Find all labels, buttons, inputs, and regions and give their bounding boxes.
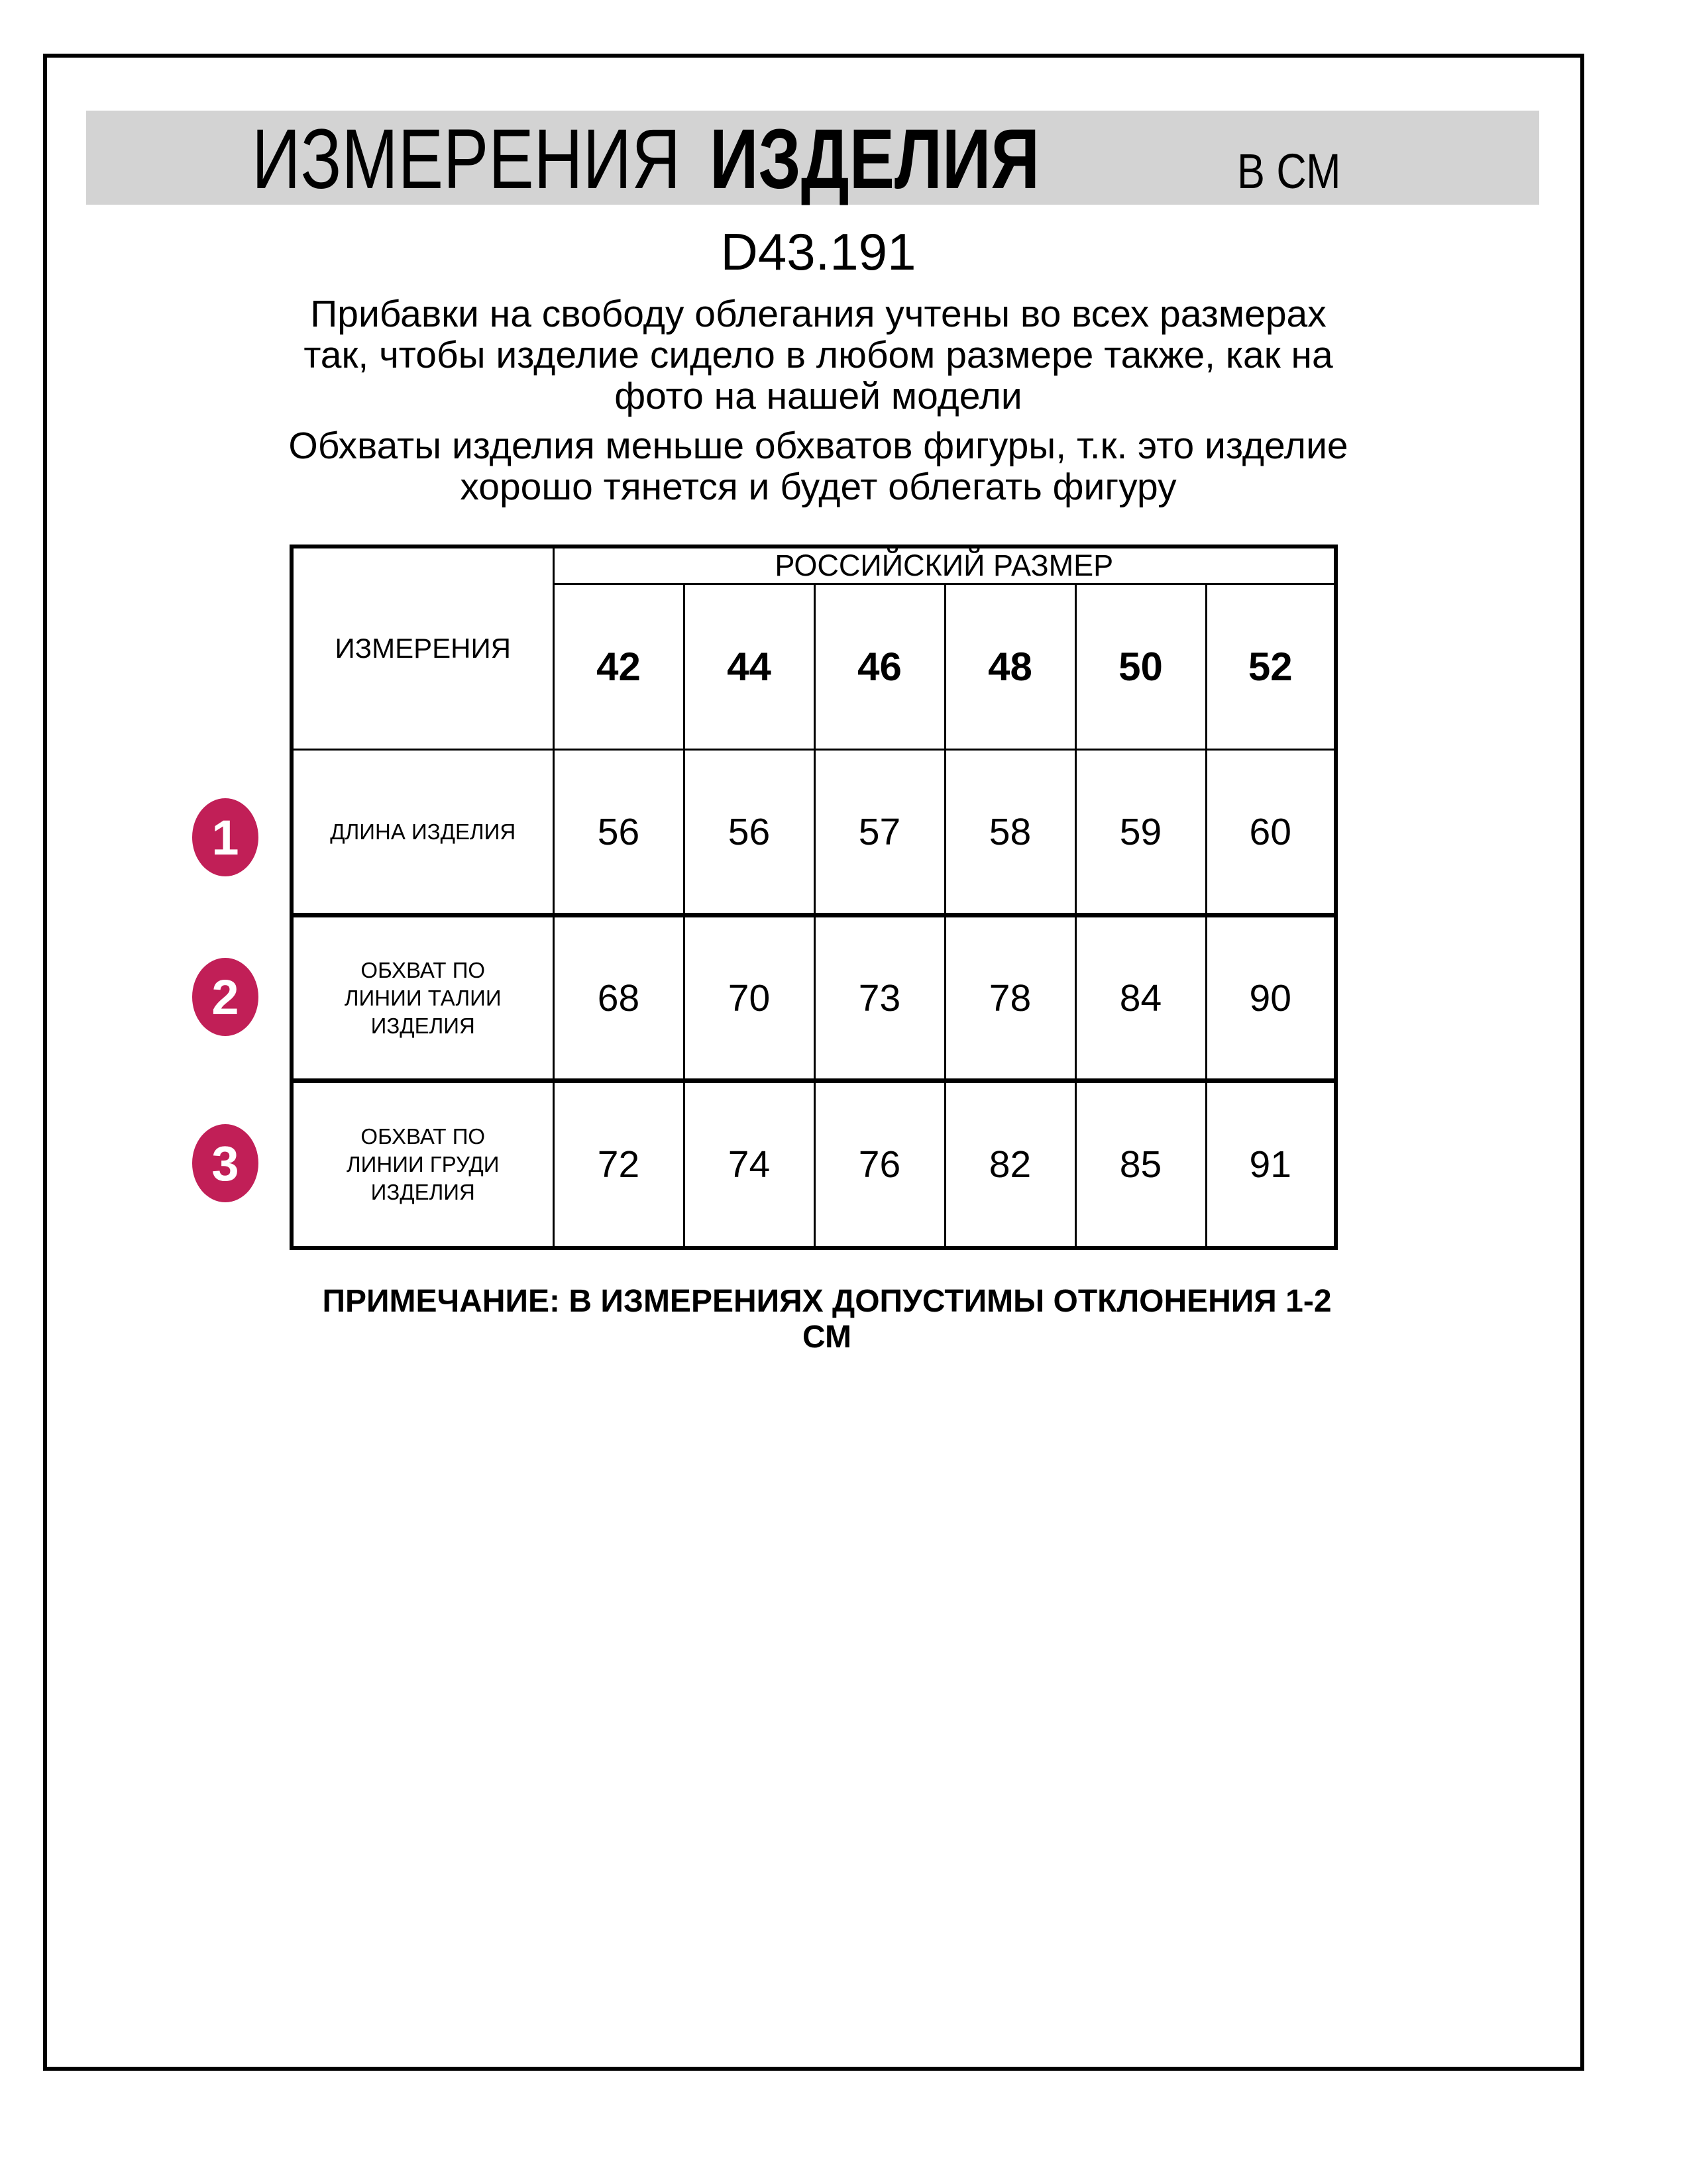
intro-line: Обхваты изделия меньше обхватов фигуры, т.к. это изделие xyxy=(288,425,1348,467)
row-label-line: ДЛИНА ИЗДЕЛИЯ xyxy=(330,819,516,844)
size-cell: 44 xyxy=(684,584,814,750)
intro-text xyxy=(262,293,1375,507)
row-label-line: ОБХВАТ ПО xyxy=(360,1123,486,1149)
value-cell: 78 xyxy=(945,915,1075,1081)
tolerance-note: ПРИМЕЧАНИЕ: В ИЗМЕРЕНИЯХ ДОПУСТИМЫ ОТКЛОНЕНИЯ 1-2 СМ xyxy=(322,1284,1332,1355)
row-label-line: ОБХВАТ ПО xyxy=(360,957,486,982)
value-cell: 59 xyxy=(1075,750,1206,915)
size-cell: 50 xyxy=(1075,584,1206,750)
table-row-chest xyxy=(292,1081,1336,1248)
row-label-line: ЛИНИИ ГРУДИ xyxy=(346,1151,500,1176)
corner-label-cell: ИЗМЕРЕНИЯ xyxy=(292,546,553,750)
intro-paragraph-2 xyxy=(262,425,1375,507)
value-cell: 74 xyxy=(684,1081,814,1248)
intro-line: так, чтобы изделие сидело в любом размере также, как на xyxy=(303,334,1333,376)
value-cell: 82 xyxy=(945,1081,1075,1248)
row-label-line: ИЗДЕЛИЯ xyxy=(370,1013,475,1038)
model-code: D43.191 xyxy=(720,223,916,281)
intro-paragraph-1 xyxy=(262,293,1375,417)
value-cell: 56 xyxy=(553,750,684,915)
table-row-waist xyxy=(292,915,1336,1081)
intro-line: Прибавки на свободу облегания учтены во всех размерах xyxy=(310,293,1327,335)
value-cell: 60 xyxy=(1206,750,1336,915)
row-label-cell xyxy=(292,1081,553,1248)
title-measurements: ИЗМЕРЕНИЯ xyxy=(252,112,681,207)
size-cell: 52 xyxy=(1206,584,1336,750)
value-cell: 56 xyxy=(684,750,814,915)
intro-line: фото на нашей модели xyxy=(614,375,1022,417)
value-cell: 73 xyxy=(814,915,945,1081)
size-cell: 42 xyxy=(553,584,684,750)
value-cell: 68 xyxy=(553,915,684,1081)
value-cell: 72 xyxy=(553,1081,684,1248)
size-cell: 46 xyxy=(814,584,945,750)
row-label-line: ИЗДЕЛИЯ xyxy=(370,1179,475,1204)
value-cell: 76 xyxy=(814,1081,945,1248)
value-cell: 85 xyxy=(1075,1081,1206,1248)
table-row-length xyxy=(292,750,1336,915)
row-label-line: ЛИНИИ ТАЛИИ xyxy=(344,985,502,1010)
value-cell: 70 xyxy=(684,915,814,1081)
row-number-badge-3: 3 xyxy=(192,1124,258,1202)
title-product: ИЗДЕЛИЯ xyxy=(709,112,1040,207)
header-bar xyxy=(86,111,1539,205)
value-cell: 84 xyxy=(1075,915,1206,1081)
row-number-badge-1: 1 xyxy=(192,798,258,876)
row-number-badge-2: 2 xyxy=(192,958,258,1036)
intro-line: хорошо тянется и будет облегать фигуру xyxy=(460,466,1177,508)
value-cell: 58 xyxy=(945,750,1075,915)
size-group-header-cell: РОССИЙСКИЙ РАЗМЕР xyxy=(553,546,1336,584)
row-label-cell xyxy=(292,915,553,1081)
value-cell: 90 xyxy=(1206,915,1336,1081)
table-row-size-group xyxy=(292,546,1336,584)
size-cell: 48 xyxy=(945,584,1075,750)
value-cell: 57 xyxy=(814,750,945,915)
title-units: В СМ xyxy=(1236,144,1341,199)
size-table xyxy=(290,545,1338,1250)
page-title xyxy=(252,112,1359,207)
row-label-cell xyxy=(292,750,553,915)
value-cell: 91 xyxy=(1206,1081,1336,1248)
